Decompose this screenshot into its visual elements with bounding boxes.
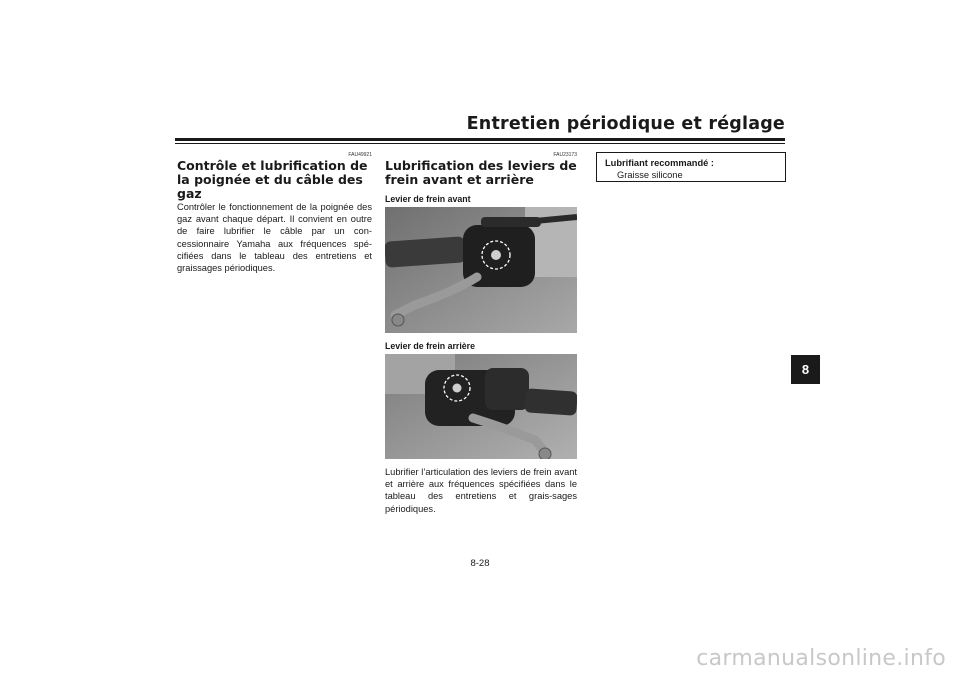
column-brake-levers: [385, 152, 577, 515]
front-brake-lever-illustration: [385, 207, 577, 333]
front-brake-label: Levier de frein avant: [385, 194, 471, 204]
section-code: FAU23173: [553, 152, 577, 158]
watermark: carmanualsonline.info: [696, 646, 946, 671]
throttle-paragraph: Contrôler le fonctionnement de la poignée des gaz avant chaque départ. Il convient en outre de faire lubrifier le câble par un con-cessionnaire Yamaha aux fréquences spé-cifiées dans le tableau des entretiens et graissages périodiques.: [177, 202, 372, 274]
chapter-tab: 8: [791, 355, 820, 384]
rear-brake-lever-photo: [385, 354, 577, 459]
section-title-throttle: Contrôle et lubrification de la poignée et du câble des gaz: [177, 158, 368, 201]
column-throttle: [177, 152, 372, 274]
column-lubricant: [596, 152, 786, 182]
section-title-brake-levers: Lubrification des leviers de frein avant et arrière: [385, 158, 577, 187]
front-brake-lever-photo: [385, 207, 577, 333]
page-header-title: Entretien périodique et réglage: [466, 114, 785, 134]
recommended-lubricant-box: [596, 152, 786, 182]
recommended-lubricant-label: Lubrifiant recommandé :: [605, 158, 714, 168]
rear-brake-lever-illustration: [385, 354, 577, 459]
section-code: FAU49921: [348, 152, 372, 158]
page-number: 8-28: [470, 558, 490, 569]
recommended-lubricant-value: Graisse silicone: [617, 170, 683, 180]
brake-levers-paragraph: Lubrifier l’articulation des leviers de frein avant et arrière aux fréquences spécifiées dans le tableau des entretiens et grais-sages périodiques.: [385, 467, 577, 514]
header-rule: [175, 138, 785, 141]
rear-brake-label: Levier de frein arrière: [385, 341, 475, 351]
header-rule-thin: [175, 143, 785, 144]
